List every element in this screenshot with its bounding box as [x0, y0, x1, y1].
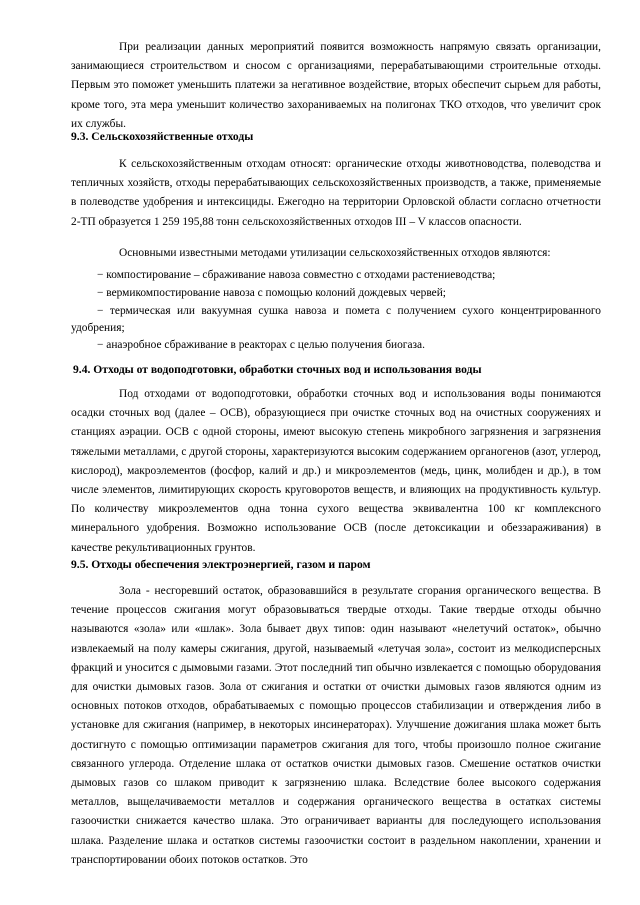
- paragraph-construction-waste: При реализации данных мероприятий появится возможность напрямую связать организации, занимающиеся строительством и сносом с организациями, перерабатывающими строительные отходы. Первым это поможет уменьшить платежи за негативное воздействие, вторых обеспечит сырьем для работы, кроме того, эта мера уменьшит количество захораниваемых на полигонах ТКО отходов, что увеличит срок их службы.: [71, 41, 601, 130]
- list-item-composting: − компостирование – сбраживание навоза совместно с отходами растениеводства;: [97, 269, 496, 281]
- list-item-drying: − термическая или вакуумная сушка навоза и помета с получением сухого концентрированного удобрения;: [71, 305, 601, 334]
- paragraph-sewage-sludge: Под отходами от водоподготовки, обработки сточных вод и использования воды понимаются осадки сточных вод (далее – ОСВ), образующиеся при очистке сточных вод на очистных сооружениях и станциях аэрации. ОСВ с одной стороны, имеют высокую степень микробного загрязнения и загрязнения тяжелыми металлами, с другой стороны, характеризуются высоким содержанием органогенов (азот, углерод, кислород), макроэлементов (фосфор, калий и др.) и микроэлементов (медь, цинк, молибден и др.), в том числе элементов, лимитирующих скорость круговоротов веществ, и влияющих на продуктивность культур. По количеству микроэлементов одна тонна сухого вещества эквивалентна 100 кг комплексного минерального удобрения. Возможно использование ОСВ (после детоксикации и обеззараживания) в качестве рекультивационных грунтов.: [71, 388, 601, 554]
- list-item-anaerobic: − анаэробное сбраживание в реакторах с целью получения биогаза.: [97, 339, 425, 351]
- paragraph-utilization-methods: Основными известными методами утилизации сельскохозяйственных отходов являются:: [119, 247, 551, 259]
- heading-9-3: 9.3. Сельскохозяйственные отходы: [71, 130, 254, 143]
- paragraph-agricultural-waste: К сельскохозяйственным отходам относят: органические отходы животноводства, полеводства и тепличных хозяйств, отходы перерабатывающих сельскохозяйственных производств, а также, применяемые в полеводстве удобрения и интексициды. Ежегодно на территории Орловской области согласно отчетности 2-ТП образуется 1 259 195,88 тонн сельскохозяйственных отходов III – V классов опасности.: [71, 158, 601, 228]
- heading-9-4: 9.4. Отходы от водоподготовки, обработки сточных вод и использования воды: [73, 363, 482, 376]
- list-item-vermicomposting: − вермикомпостирование навоза с помощью колоний дождевых червей;: [97, 287, 446, 299]
- heading-9-5: 9.5. Отходы обеспечения электроэнергией, газом и паром: [71, 558, 371, 571]
- paragraph-ash: Зола - несгоревший остаток, образовавшийся в результате сгорания органического вещества. В течение процессов сжигания могут образовываться твердые отходы. Такие твердые отходы обычно называются «зола» или «шлак». Зола бывает двух типов: один называют «нелетучий остаток», обычно извлекаемый на полу камеры сжигания, другой, называемый «летучая зола», состоит из мелкодисперсных фракций и уносится с дымовыми газами. Этот последний тип обычно извлекается с помощью оборудования для очистки дымовых газов. Зола от сжигания и остатки от очистки дымовых газов являются одним из основных потоков отходов, обрабатываемых с помощью процессов стабилизации и отверждения либо в установке для сжигания (например, в некоторых инсинераторах). Улучшение дожигания шлака может быть достигнуто с помощью оптимизации параметров сжигания для того, чтобы произошло полное сжигание связанного углерода. Отделение шлака от остатков очистки дымовых газов. Смешение остатков очистки дымовых газов со шлаком приводит к загрязнению шлака. Вследствие более высокого содержания металлов, выщелачиваемости металлов и содержания органического вещества в остатках системы газоочистки снижается качество шлака. Это ограничивает варианты для последующего использования шлака. Разделение шлака и остатков системы газоочистки состоит в раздельном накоплении, хранении и транспортировании обоих потоков остатков. Это: [71, 585, 601, 866]
